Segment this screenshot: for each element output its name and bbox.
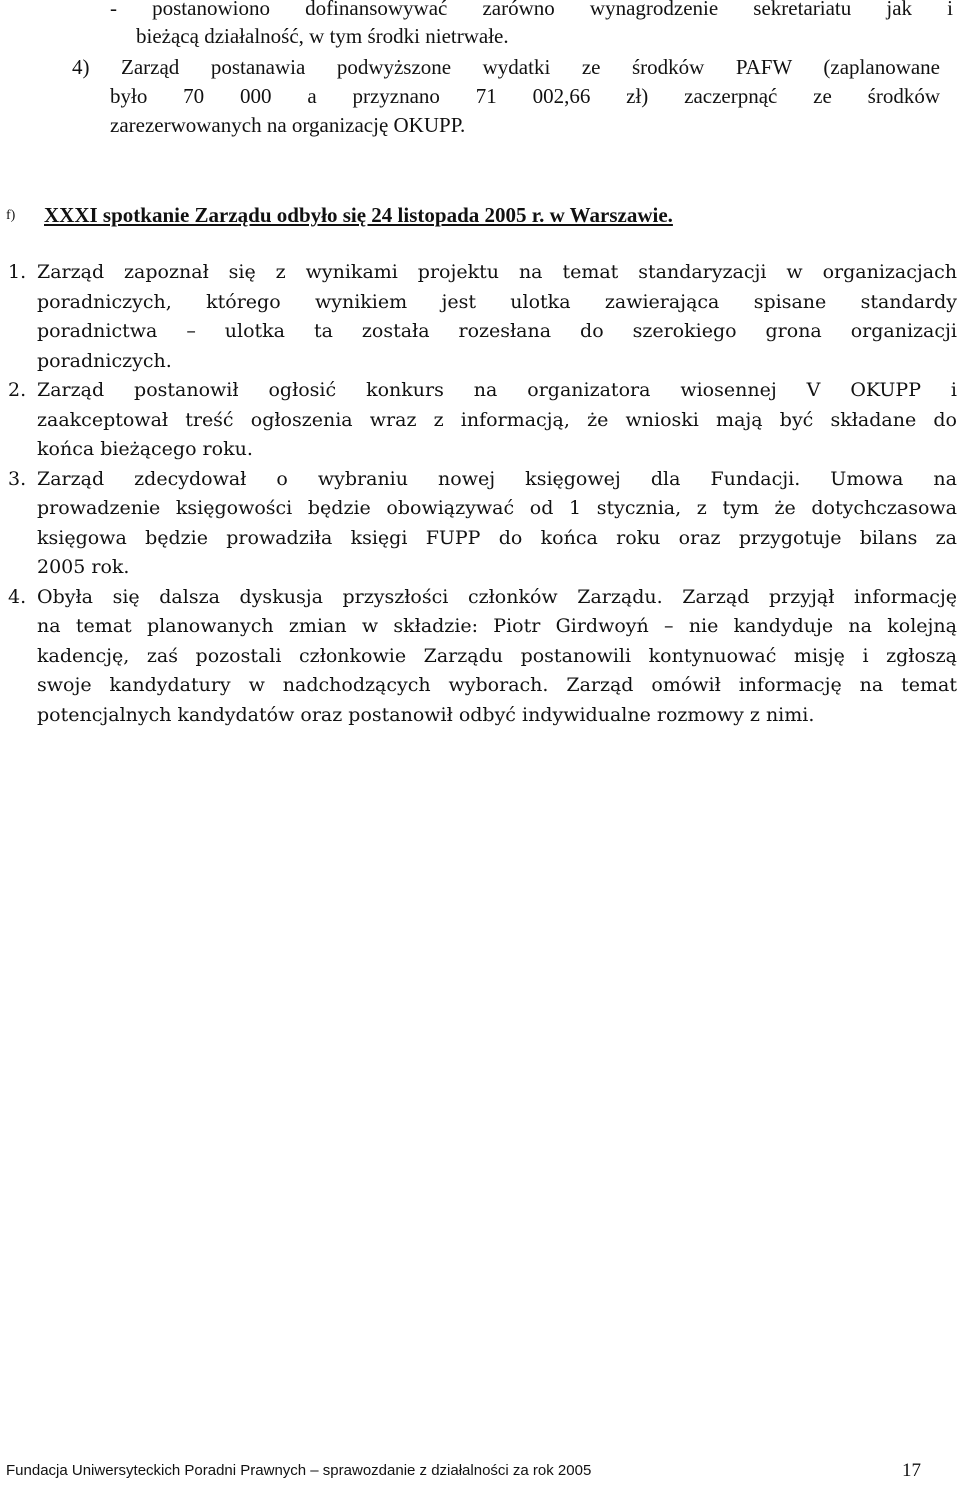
- text-line: Obyła się dalsza dyskusja przyszłości członków Zarządu. Zarząd przyjął informację: [37, 585, 957, 608]
- text-line: bieżącą działalność, w tym środki nietrwałe.: [136, 24, 509, 48]
- list-item-body: [37, 583, 957, 731]
- heading-text: XXXI spotkanie Zarządu odbyło się 24 listopada 2005 r. w Warszawie.: [44, 203, 673, 227]
- text-line: 4) Zarząd postanawia podwyższone wydatki ze środków PAFW (zaplanowane: [72, 55, 940, 79]
- text-line: na temat planowanych zmian w składzie: Piotr Girdwoyń – nie kandyduje na kolejną: [37, 615, 957, 637]
- footer-text: Fundacja Uniwersyteckich Poradni Prawnych – sprawozdanie z działalności za rok 2005: [6, 1462, 592, 1479]
- page-number: 17: [902, 1460, 921, 1481]
- text-line: Zarząd postanowił ogłosić konkurs na organizatora wiosennej V OKUPP i: [37, 379, 957, 401]
- page-footer: [0, 1458, 960, 1486]
- list-number: 4.: [8, 585, 27, 608]
- list-item-body: [37, 465, 957, 583]
- text-line: poradnictwa – ulotka ta została rozesłana do szerokiego grona organizacji: [37, 320, 957, 342]
- list-number: 3.: [8, 467, 27, 490]
- list-item-body: [37, 258, 957, 376]
- list-item: [0, 465, 960, 583]
- text-line: końca bieżącego roku.: [37, 438, 253, 460]
- text-line: poradniczych.: [37, 349, 172, 372]
- text-line: Zarząd zapoznał się z wynikami projektu na temat standaryzacji w organizacjach: [37, 261, 957, 283]
- text-line: zaakceptował treść ogłoszenia wraz z informacją, że wnioski mają być składane do: [37, 408, 957, 431]
- text-line: poradniczych, którego wynikiem jest ulotka zawierająca spisane standardy: [37, 290, 957, 313]
- section-heading: [0, 200, 960, 232]
- text-line: księgowa będzie prowadziła księgi FUPP do końca roku oraz przygotuje bilans za: [37, 526, 957, 549]
- text-line: kadencję, zaś pozostali członkowie Zarządu postanowili kontynuować misję i zgłoszą: [37, 644, 957, 667]
- list-number: 1.: [8, 261, 27, 283]
- text-line: było 70 000 a przyznano 71 002,66 zł) zaczerpnąć ze środków: [110, 84, 940, 108]
- list-number: 2.: [8, 379, 27, 401]
- heading-marker: f): [6, 208, 16, 223]
- list-item: [0, 376, 960, 465]
- text-line: swoje kandydatury w nadchodzących wyborach. Zarząd omówił informację na temat: [37, 674, 957, 696]
- list-item: [0, 258, 960, 376]
- text-line: - postanowiono dofinansowywać zarówno wynagrodzenie sekretariatu jak i: [110, 0, 953, 20]
- text-line: Zarząd zdecydował o wybraniu nowej księgowej dla Fundacji. Umowa na: [37, 467, 957, 490]
- numbered-list: [0, 258, 960, 730]
- text-line: 2005 rok.: [37, 556, 130, 578]
- text-line: prowadzenie księgowości będzie obowiązywać od 1 stycznia, z tym że dotychczasowa: [37, 497, 957, 519]
- text-line: zarezerwowanych na organizację OKUPP.: [110, 113, 466, 137]
- text-line: potencjalnych kandydatów oraz postanowił odbyć indywidualne rozmowy z nimi.: [37, 703, 815, 726]
- list-item-body: [37, 376, 957, 465]
- list-item: [0, 583, 960, 731]
